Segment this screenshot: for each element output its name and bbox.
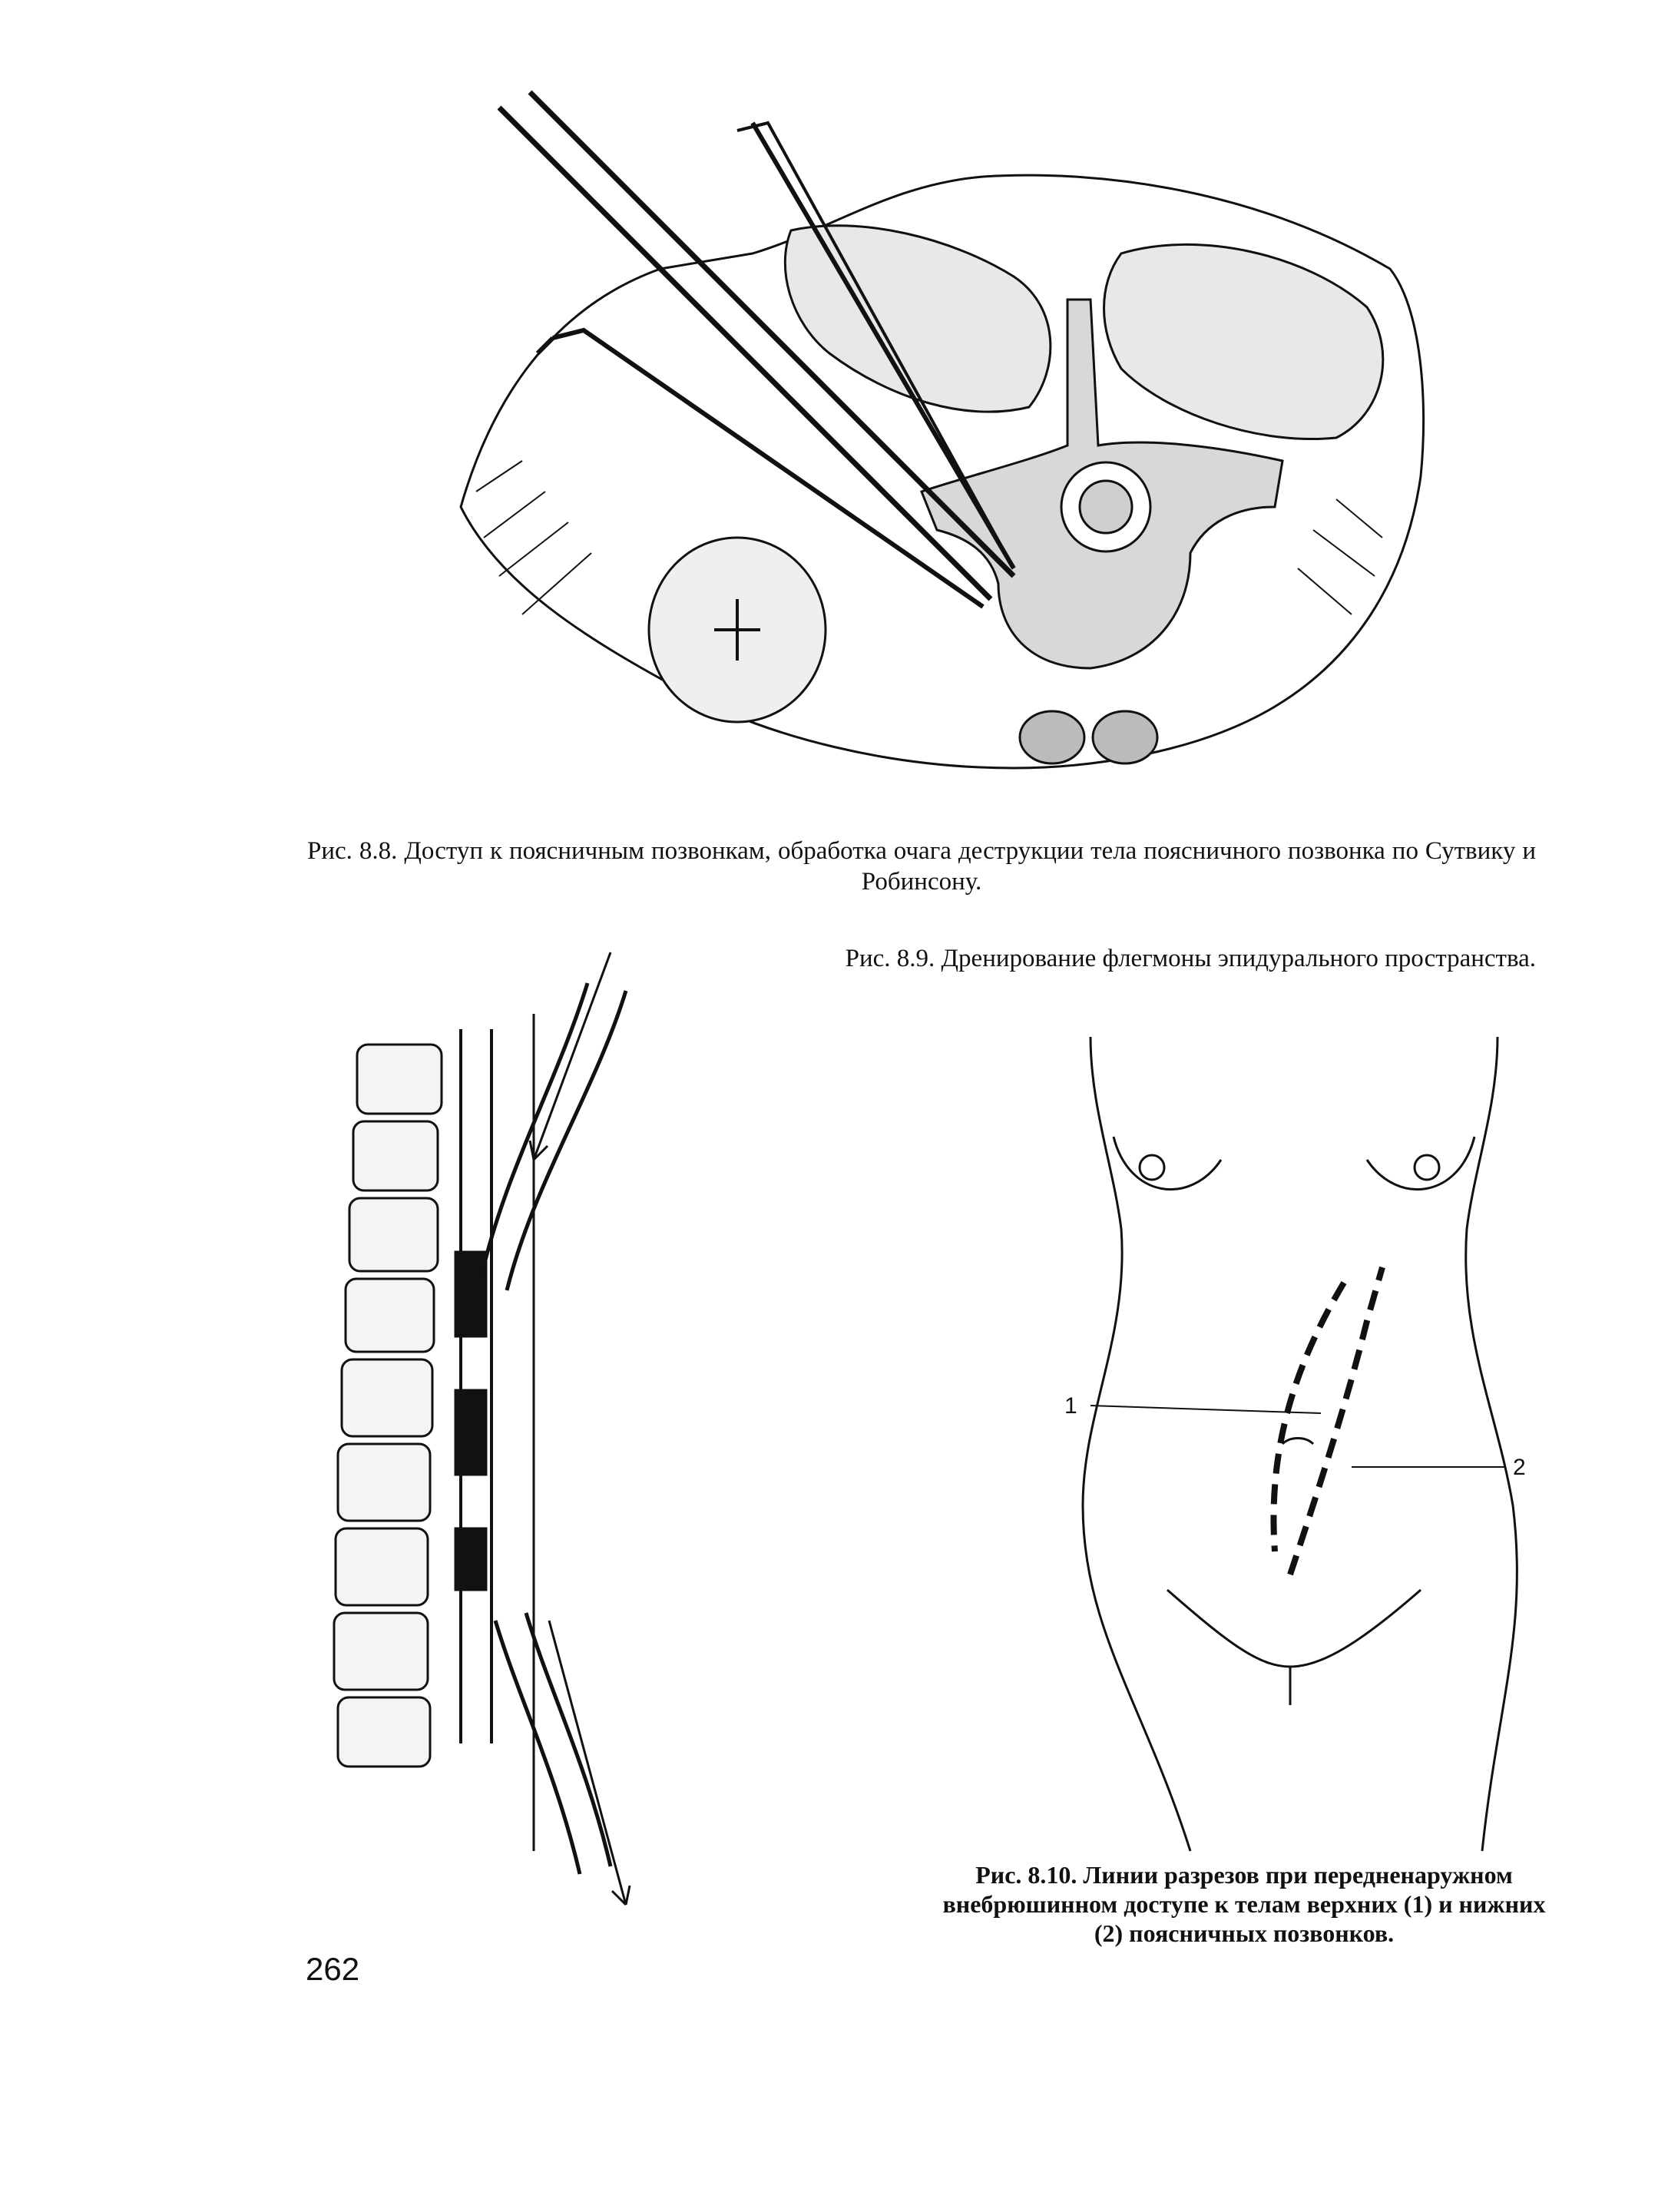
incision-label-1: 1 [1064, 1393, 1077, 1419]
figure-8-8-illustration [430, 77, 1436, 814]
figure-8-10-caption: Рис. 8.10. Линии разрезов при передненаружном внебрюшинном доступе к телам верхних (1) и нижних (2) поясничных позвонков. [942, 1861, 1546, 1947]
figure-8-9-illustration [303, 929, 703, 1920]
incision-label-2: 2 [1513, 1455, 1526, 1480]
figure-8-9-caption: Рис. 8.9. Дренирование флегмоны эпидурального пространства. [845, 945, 1536, 972]
figure-8-10-illustration [1037, 1014, 1559, 2212]
page-number: 262 [306, 1951, 360, 1987]
figure-8-8-caption: Рис. 8.8. Доступ к поясничным позвонкам, обработка очага деструкции тела поясничного позвонка по Сутвику и Робинсону. [307, 837, 1536, 896]
